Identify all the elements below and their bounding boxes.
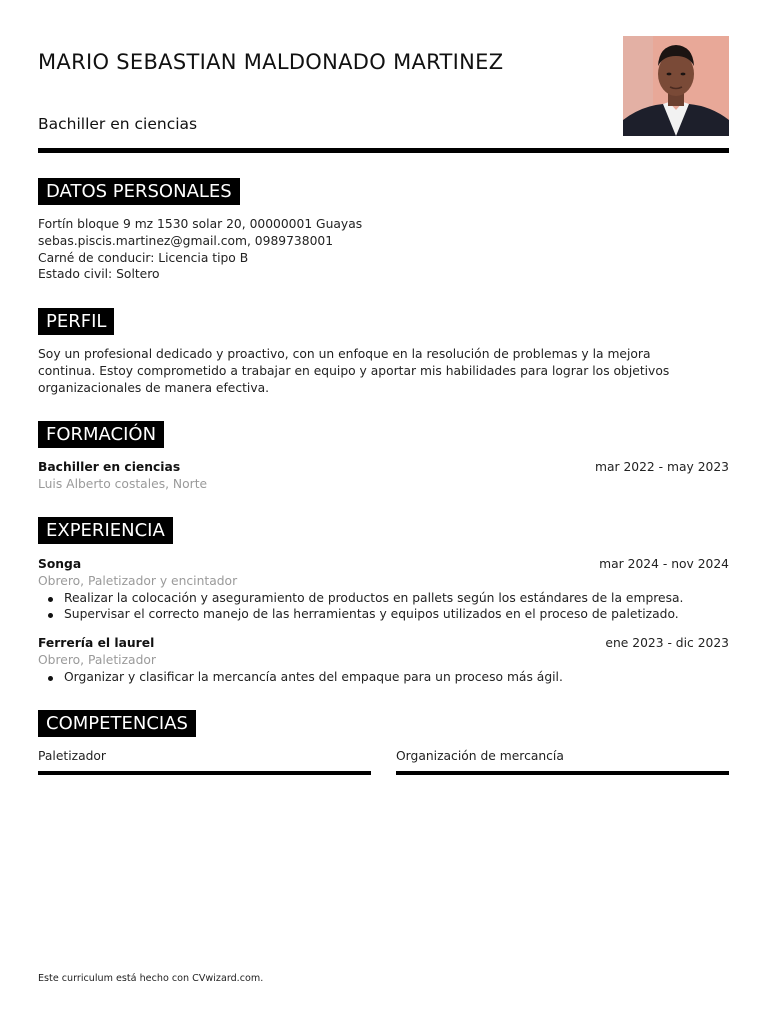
profile-line: continua. Estoy comprometido a trabajar en equipo y aportar mis habilidades para lograr los objetivos bbox=[38, 363, 670, 378]
profile-summary bbox=[38, 346, 729, 396]
employer-name: Songa bbox=[38, 557, 82, 571]
candidate-headline: Bachiller en ciencias bbox=[38, 115, 198, 133]
header-divider bbox=[38, 148, 729, 153]
bullet-icon bbox=[48, 613, 53, 618]
personal-data-block bbox=[38, 216, 729, 283]
driving-license-text: Carné de conducir: Licencia tipo B bbox=[38, 250, 249, 265]
profile-line: Soy un profesional dedicado y proactivo, con un enfoque en la resolución de problemas y la mejora bbox=[38, 347, 651, 361]
responsibilities-list bbox=[38, 669, 729, 686]
experience-entry bbox=[38, 556, 729, 623]
responsibility-item: Supervisar el correcto manejo de las herramientas y equipos utilizados en el proceso de paletizado. bbox=[38, 606, 729, 623]
skill-item bbox=[38, 749, 371, 775]
employment-dates: mar 2024 - nov 2024 bbox=[599, 557, 729, 571]
responsibility-item: Realizar la colocación y aseguramiento de productos en pallets según los estándares de la empresa. bbox=[38, 590, 729, 607]
skill-level-bar bbox=[38, 771, 371, 775]
education-degree: Bachiller en ciencias bbox=[38, 460, 181, 474]
skill-level-bar bbox=[396, 771, 729, 775]
section-title-experience: EXPERIENCIA bbox=[38, 517, 173, 544]
section-title-education: FORMACIÓN bbox=[38, 421, 164, 448]
marital-status-text: Estado civil: Soltero bbox=[38, 267, 160, 282]
bullet-icon bbox=[48, 676, 53, 681]
employment-dates: ene 2023 - dic 2023 bbox=[605, 636, 729, 650]
skill-name: Paletizador bbox=[38, 749, 106, 763]
job-role: Obrero, Paletizador y encintador bbox=[38, 573, 238, 588]
section-title-personal-data: DATOS PERSONALES bbox=[38, 178, 240, 205]
responsibilities-list bbox=[38, 590, 729, 624]
bullet-icon bbox=[48, 597, 53, 602]
education-institution: Luis Alberto costales, Norte bbox=[38, 476, 208, 491]
profile-line: organizacionales de manera efectiva. bbox=[38, 380, 270, 395]
candidate-name: MARIO SEBASTIAN MALDONADO MARTINEZ bbox=[38, 50, 504, 74]
education-entry bbox=[38, 459, 729, 493]
section-title-profile: PERFIL bbox=[38, 308, 114, 335]
profile-photo bbox=[623, 36, 729, 136]
education-dates: mar 2022 - may 2023 bbox=[594, 460, 729, 474]
address-text: Fortín bloque 9 mz 1530 solar 20, 00000001 Guayas bbox=[38, 217, 363, 231]
contact-text: sebas.piscis.martinez@gmail.com, 0989738001 bbox=[38, 233, 334, 248]
skill-item bbox=[396, 749, 729, 775]
job-role: Obrero, Paletizador bbox=[38, 652, 156, 667]
experience-entry bbox=[38, 635, 729, 685]
resume-header bbox=[38, 36, 729, 151]
responsibility-item: Organizar y clasificar la mercancía antes del empaque para un proceso más ágil. bbox=[38, 669, 729, 686]
footer-note: Este curriculum está hecho con CVwizard.com. bbox=[38, 973, 264, 984]
skill-name: Organización de mercancía bbox=[396, 749, 564, 763]
employer-name: Ferrería el laurel bbox=[38, 636, 155, 650]
section-title-skills: COMPETENCIAS bbox=[38, 710, 196, 737]
